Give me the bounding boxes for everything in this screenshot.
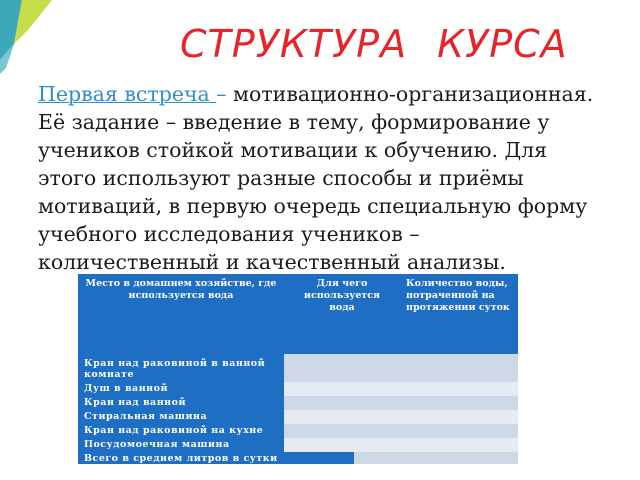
table-cell [284, 396, 400, 410]
table-total-label: Всего в среднем литров в сутки [78, 452, 354, 464]
table-cell [284, 424, 400, 438]
dash-separator: – [216, 82, 227, 106]
table-row-label: Кран над ванной [78, 396, 284, 410]
table-cell [284, 410, 400, 424]
table-row-label: Кран над раковиной на кухне [78, 424, 284, 438]
table-row-label: Душ в ванной [78, 382, 284, 396]
table-row-label: Посудомоечная машина [78, 438, 284, 452]
table-cell [400, 452, 518, 464]
header-purpose: Для чего используется вода [284, 274, 400, 354]
table-cell [284, 382, 400, 396]
table-cell [354, 452, 400, 464]
table-row-label: Кран над раковиной в ванной комнате [78, 354, 284, 382]
header-place: Место в домашнем хозяйстве, где используется вода [78, 274, 284, 354]
slide-body-text [38, 80, 598, 276]
table-cell [400, 396, 518, 410]
table-cell [284, 354, 400, 382]
table-cell [400, 354, 518, 382]
table-cell [400, 410, 518, 424]
slide-title [180, 22, 620, 66]
first-meeting-link[interactable]: Первая встреча [38, 82, 217, 106]
table-row-label: Стиральная машина [78, 410, 284, 424]
table-cell [400, 382, 518, 396]
title-word-1: СТРУКТУРА [180, 22, 408, 66]
title-word-2: КУРСА [437, 22, 568, 66]
table-cell [284, 438, 400, 452]
table-cell [400, 424, 518, 438]
table-cell [400, 438, 518, 452]
body-paragraph: мотивационно-организационная. Её задание – введение в тему, формирование у учеников стойкой мотивации к обучению. Для этого используют разные способы и приёмы мотиваций, в первую очередь специальную форму учебного исследования учеников – количественный и качественный анализы. [38, 82, 594, 274]
header-quantity: Количество воды, потраченной на протяжении суток [400, 274, 518, 354]
